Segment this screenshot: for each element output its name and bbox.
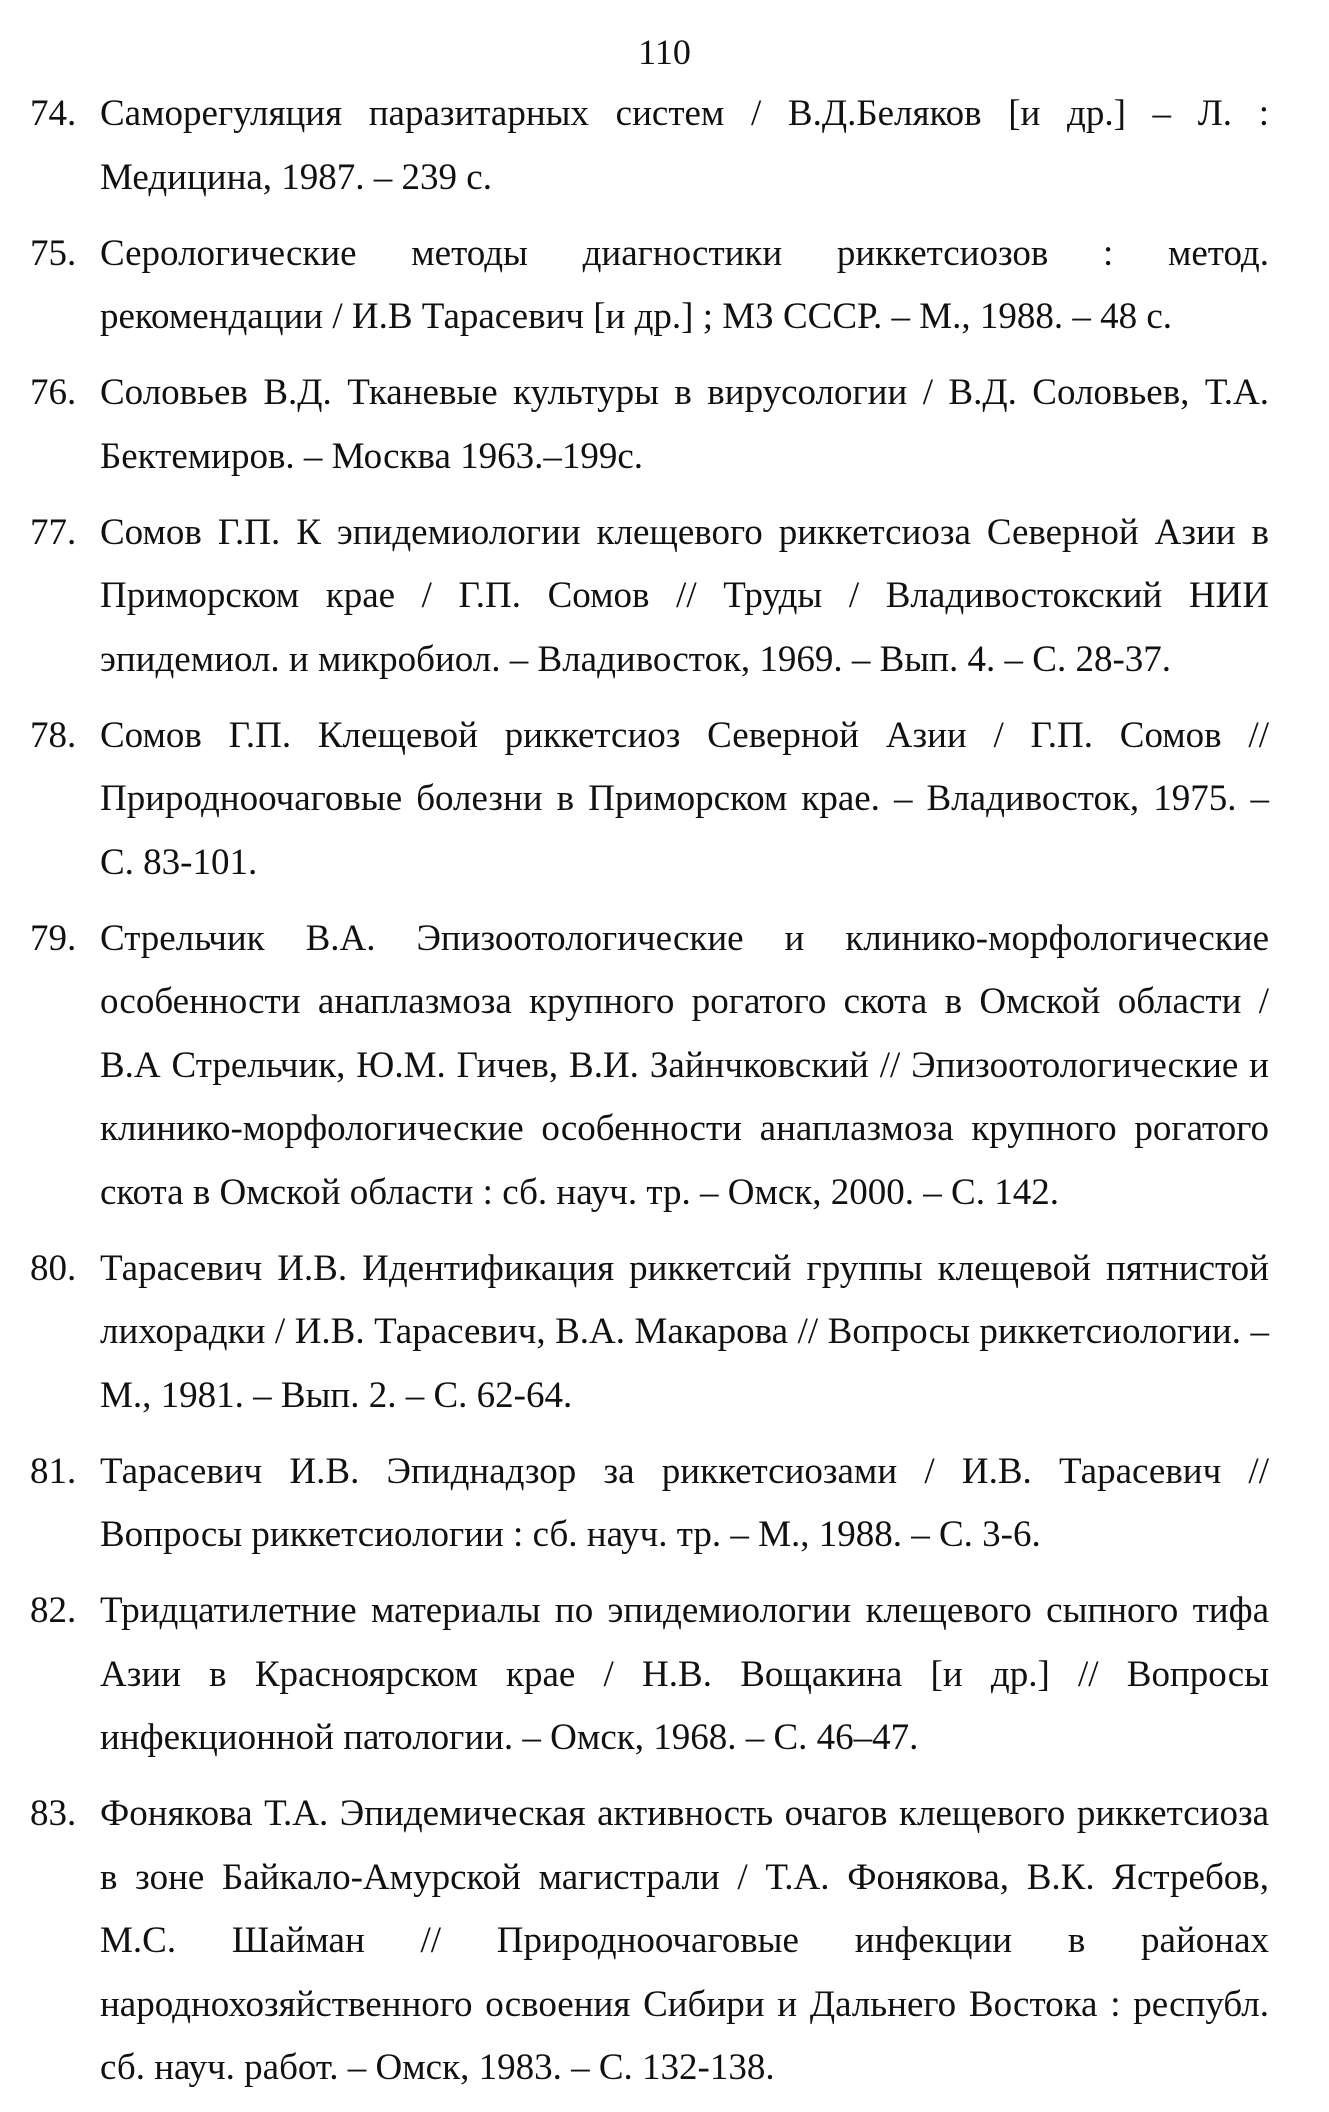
reference-number: 81.	[30, 1450, 77, 1492]
reference-text: Сомов Г.П. К эпидемиологии клещевого риккетсиоза Северной Азии в Приморском крае / Г.П. Сомов // Труды / Владивостокский НИИ эпидемиол. и микробиол. – Владивосток, 1969. – Вып. 4. – С. 28-37.	[100, 511, 1269, 680]
reference-text: Саморегуляция паразитарных систем / В.Д.Беляков [и др.] – Л. : Медицина, 1987. – 239 с.	[100, 93, 1269, 198]
reference-text: Тридцатилетние материалы по эпидемиологии клещевого сыпного тифа Азии в Красноярском крае / Н.В. Вощакина [и др.] // Вопросы инфекционной патологии. – Омск, 1968. – С. 46–47.	[100, 1590, 1269, 1758]
reference-text: Тарасевич И.В. Идентификация риккетсий группы клещевой пятнистой лихорадки / И.В. Тарасевич, В.А. Макарова // Вопросы риккетсиологии. – М., 1981. – Вып. 2. – С. 62-64.	[100, 1247, 1269, 1416]
reference-number: 83.	[30, 1793, 77, 1834]
reference-item	[30, 704, 1269, 895]
reference-text: Серологические методы диагностики риккетсиозов : метод. рекомендации / И.В Тарасевич [и др.] ; МЗ СССР. – М., 1988. – 48 с.	[100, 232, 1269, 337]
reference-item	[30, 1579, 1269, 1770]
reference-item	[30, 907, 1269, 1225]
reference-item	[30, 361, 1269, 488]
reference-number: 78.	[30, 714, 77, 756]
reference-item	[30, 501, 1269, 692]
reference-list	[30, 82, 1269, 2112]
reference-text: Стрельчик В.А. Эпизоотологические и клинико-морфологические особенности анаплазмоза крупного рогатого скота в Омской области / В.А Стрельчик, Ю.М. Гичев, В.И. Зайнчковский // Эпизоотологические и клинико-морфологические особенности анаплазмоза крупного рогатого скота в Омской области : сб. науч. тр. – Омск, 2000. – С. 142.	[100, 917, 1269, 1213]
reference-number: 76.	[30, 372, 77, 413]
reference-item	[30, 222, 1269, 349]
reference-item	[30, 82, 1269, 209]
reference-item	[30, 1440, 1269, 1567]
reference-item	[30, 1237, 1269, 1428]
reference-number: 74.	[30, 93, 77, 134]
reference-text: Тарасевич И.В. Эпиднадзор за риккетсиозами / И.В. Тарасевич // Вопросы риккетсиологии : сб. науч. тр. – М., 1988. – С. 3-6.	[100, 1450, 1269, 1555]
reference-number: 82.	[30, 1590, 77, 1631]
reference-number: 75.	[30, 232, 77, 274]
reference-number: 80.	[30, 1247, 77, 1289]
reference-number: 77.	[30, 511, 77, 553]
reference-text: Сомов Г.П. Клещевой риккетсиоз Северной Азии / Г.П. Сомов // Природноочаговые болезни в Приморском крае. – Владивосток, 1975. – С. 83-101.	[100, 714, 1269, 883]
reference-text: Фонякова Т.А. Эпидемическая активность очагов клещевого риккетсиоза в зоне Байкало-Амурской магистрали / Т.А. Фонякова, В.К. Ястребов, М.С. Шайман // Природноочаговые инфекции в районах народнохозяйственного освоения Сибири и Дальнего Востока : республ. сб. науч. работ. – Омск, 1983. – С. 132-138.	[100, 1793, 1269, 2088]
reference-number: 79.	[30, 917, 77, 959]
reference-item	[30, 1782, 1269, 2100]
reference-text: Соловьев В.Д. Тканевые культуры в вирусологии / В.Д. Соловьев, Т.А. Бектемиров. – Москва 1963.–199с.	[100, 372, 1269, 477]
page-number: 110	[638, 32, 691, 72]
